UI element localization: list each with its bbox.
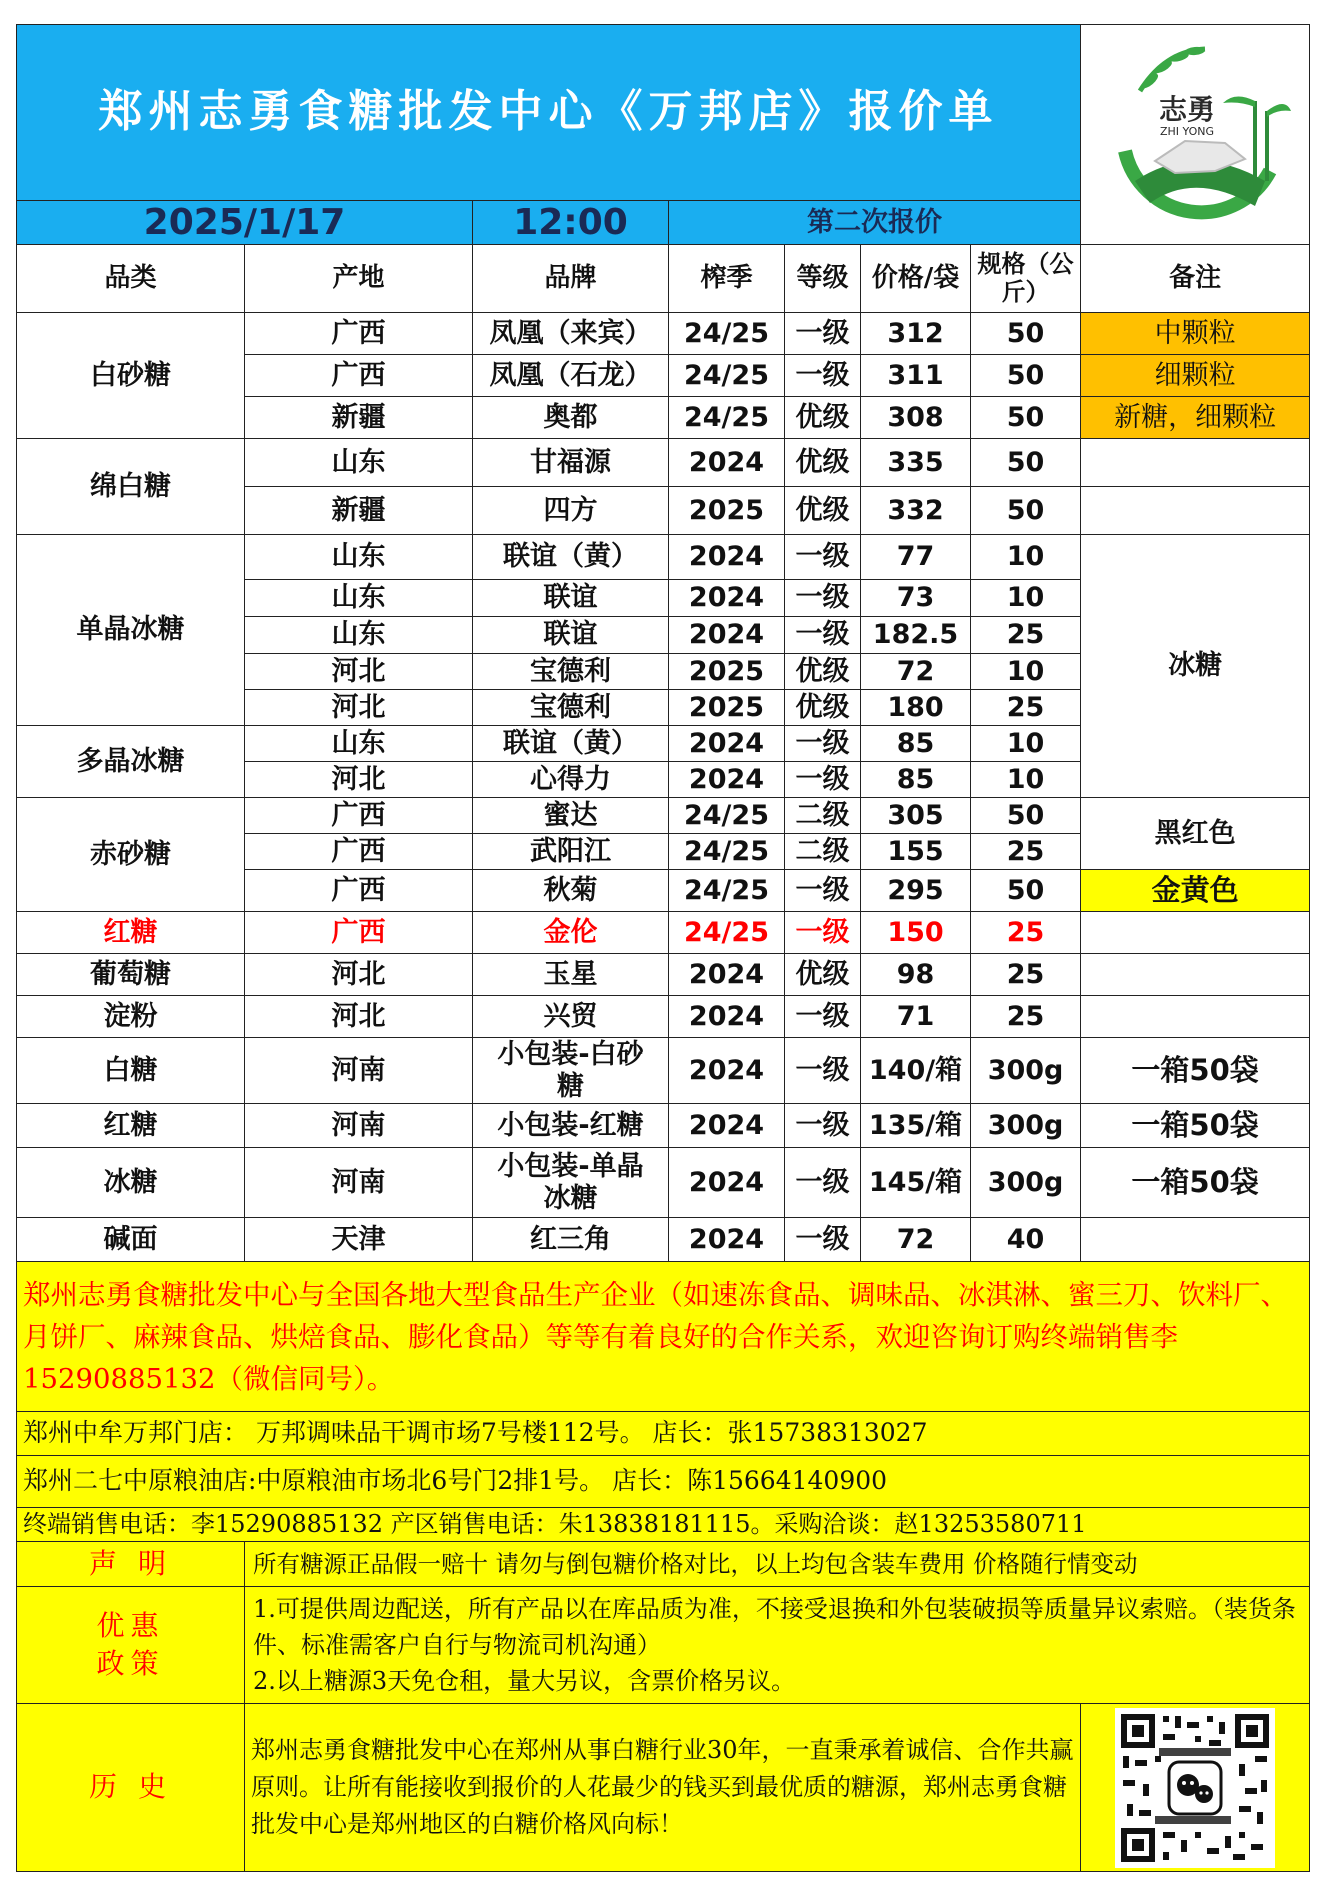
table-row — [17, 1218, 1310, 1262]
brand-cell: 小包装-白砂糖 — [473, 1038, 669, 1104]
promo-text: 郑州志勇食糖批发中心与全国各地大型食品生产企业（如速冻食品、调味品、冰淇淋、蜜三刀、饮料厂、月饼厂、麻辣食品、烘焙食品、膨化食品）等等有着良好的合作关系，欢迎咨询订购终端销售李 15290885132（微信同号）。 — [17, 1262, 1310, 1412]
shop-wanbang: 郑州中牟万邦门店： 万邦调味品干调市场7号楼112号。 店长：张15738313027 — [17, 1412, 1310, 1456]
brand-cell: 兴贸 — [473, 996, 669, 1038]
col-header-category: 品类 — [17, 245, 245, 313]
note-cell: 中颗粒 — [1081, 313, 1310, 355]
brand-cell: 心得力 — [473, 762, 669, 798]
season-cell: 24/25 — [669, 397, 785, 439]
price-table — [16, 24, 1310, 1872]
history-text: 郑州志勇食糖批发中心在郑州从事白糖行业30年，一直秉承着诚信、合作共赢原则。让所有能接收到报价的人花最少的钱买到最优质的糖源，郑州志勇食糖批发中心是郑州地区的白糖价格风向标！ — [245, 1704, 1081, 1872]
price-cell: 311 — [861, 355, 971, 397]
price-cell: 150 — [861, 912, 971, 954]
origin-cell: 广西 — [245, 313, 473, 355]
spec-cell: 25 — [971, 912, 1081, 954]
grade-cell: 二级 — [785, 798, 861, 834]
brand-cell: 凤凰（石龙） — [473, 355, 669, 397]
note-cell: 一箱50袋 — [1081, 1104, 1310, 1148]
season-cell: 2024 — [669, 954, 785, 996]
col-header-brand: 品牌 — [473, 245, 669, 313]
price-cell: 72 — [861, 1218, 971, 1262]
price-cell: 98 — [861, 954, 971, 996]
season-cell: 2024 — [669, 1038, 785, 1104]
grade-cell: 一级 — [785, 1218, 861, 1262]
brand-cell: 联谊（黄） — [473, 726, 669, 762]
policy-label-line1: 优惠 — [96, 1609, 165, 1642]
season-cell: 2024 — [669, 1104, 785, 1148]
sales-phones: 终端销售电话：李15290885132 产区销售电话：朱13838181115。采购洽谈：赵13253580711 — [17, 1508, 1310, 1542]
grade-cell: 一级 — [785, 1104, 861, 1148]
spec-cell: 50 — [971, 798, 1081, 834]
brand-cell: 甘福源 — [473, 439, 669, 487]
origin-cell: 广西 — [245, 870, 473, 912]
svg-text:志勇: 志勇 — [1159, 92, 1216, 126]
category-cell: 冰糖 — [17, 1148, 245, 1218]
brand-cell: 四方 — [473, 487, 669, 535]
note-cell — [1081, 954, 1310, 996]
spec-cell: 300g — [971, 1148, 1081, 1218]
col-header-price: 价格/袋 — [861, 245, 971, 313]
season-cell: 24/25 — [669, 313, 785, 355]
season-cell: 2024 — [669, 580, 785, 617]
brand-cell: 蜜达 — [473, 798, 669, 834]
price-cell: 312 — [861, 313, 971, 355]
price-cell: 335 — [861, 439, 971, 487]
note-cell — [1081, 912, 1310, 954]
origin-cell: 天津 — [245, 1218, 473, 1262]
category-cell: 碱面 — [17, 1218, 245, 1262]
table-row — [17, 798, 1310, 834]
origin-cell: 河北 — [245, 762, 473, 798]
note-cell: 冰糖 — [1081, 535, 1310, 798]
season-cell: 2024 — [669, 996, 785, 1038]
col-header-spec: 规格（公斤） — [971, 245, 1081, 313]
season-cell: 2024 — [669, 1218, 785, 1262]
grade-cell: 优级 — [785, 690, 861, 726]
table-row — [17, 1104, 1310, 1148]
grade-cell: 二级 — [785, 834, 861, 870]
grade-cell: 一级 — [785, 355, 861, 397]
grade-cell: 一级 — [785, 762, 861, 798]
spec-cell: 300g — [971, 1038, 1081, 1104]
brand-cell: 联谊 — [473, 580, 669, 617]
grade-cell: 优级 — [785, 439, 861, 487]
origin-cell: 广西 — [245, 912, 473, 954]
col-header-grade: 等级 — [785, 245, 861, 313]
brand-cell: 奥都 — [473, 397, 669, 439]
price-cell: 72 — [861, 654, 971, 690]
note-cell: 一箱50袋 — [1081, 1038, 1310, 1104]
page-title: 郑州志勇食糖批发中心《万邦店》报价单 — [17, 25, 1081, 201]
price-cell: 332 — [861, 487, 971, 535]
spec-cell: 50 — [971, 439, 1081, 487]
price-cell: 305 — [861, 798, 971, 834]
origin-cell: 广西 — [245, 834, 473, 870]
spec-cell: 10 — [971, 762, 1081, 798]
origin-cell: 新疆 — [245, 397, 473, 439]
grade-cell: 一级 — [785, 617, 861, 654]
note-cell: 细颗粒 — [1081, 355, 1310, 397]
season-cell: 24/25 — [669, 798, 785, 834]
brand-cell: 联谊（黄） — [473, 535, 669, 580]
grade-cell: 一级 — [785, 726, 861, 762]
policy-label — [17, 1587, 245, 1704]
table-row — [17, 1148, 1310, 1218]
grade-cell: 一级 — [785, 580, 861, 617]
season-cell: 24/25 — [669, 834, 785, 870]
season-cell: 24/25 — [669, 355, 785, 397]
spec-cell: 25 — [971, 834, 1081, 870]
category-cell: 绵白糖 — [17, 439, 245, 535]
category-cell: 红糖 — [17, 912, 245, 954]
svg-text:ZHI YONG: ZHI YONG — [1160, 124, 1215, 138]
price-cell: 135/箱 — [861, 1104, 971, 1148]
brand-cell: 凤凰（来宾） — [473, 313, 669, 355]
spec-cell: 25 — [971, 617, 1081, 654]
brand-cell: 联谊 — [473, 617, 669, 654]
grade-cell: 一级 — [785, 535, 861, 580]
season-cell: 2025 — [669, 654, 785, 690]
price-cell: 73 — [861, 580, 971, 617]
grade-cell: 一级 — [785, 1038, 861, 1104]
spec-cell: 40 — [971, 1218, 1081, 1262]
col-header-note: 备注 — [1081, 245, 1310, 313]
origin-cell: 山东 — [245, 580, 473, 617]
grade-cell: 一级 — [785, 996, 861, 1038]
origin-cell: 山东 — [245, 535, 473, 580]
brand-cell: 小包装-单晶冰糖 — [473, 1148, 669, 1218]
price-cell: 145/箱 — [861, 1148, 971, 1218]
season-cell: 2025 — [669, 690, 785, 726]
brand-cell: 玉星 — [473, 954, 669, 996]
brand-cell: 武阳江 — [473, 834, 669, 870]
quote-round: 第二次报价 — [669, 201, 1081, 245]
grade-cell: 优级 — [785, 397, 861, 439]
origin-cell: 河南 — [245, 1148, 473, 1218]
statement-label: 声 明 — [17, 1542, 245, 1587]
season-cell: 24/25 — [669, 912, 785, 954]
note-cell: 黑红色 — [1081, 798, 1310, 870]
policy-label-line2: 政策 — [96, 1647, 165, 1680]
note-cell — [1081, 439, 1310, 487]
policy-item-1: 1.可提供周边配送，所有产品以在库品质为准，不接受退换和外包装破损等质量异议索赔。（装货条件、标准需客户自行与物流司机沟通） — [253, 1595, 1296, 1659]
brand-cell: 宝德利 — [473, 690, 669, 726]
season-cell: 2024 — [669, 617, 785, 654]
category-cell: 白糖 — [17, 1038, 245, 1104]
table-row — [17, 1038, 1310, 1104]
season-cell: 2024 — [669, 439, 785, 487]
origin-cell: 河南 — [245, 1104, 473, 1148]
sugarcane-logo-icon — [1095, 31, 1295, 231]
origin-cell: 山东 — [245, 439, 473, 487]
origin-cell: 新疆 — [245, 487, 473, 535]
origin-cell: 广西 — [245, 798, 473, 834]
wechat-qr-code[interactable] — [1081, 1704, 1310, 1872]
spec-cell: 50 — [971, 870, 1081, 912]
grade-cell: 优级 — [785, 487, 861, 535]
spec-cell: 10 — [971, 535, 1081, 580]
qr-code-icon — [1115, 1708, 1275, 1868]
col-header-season: 榨季 — [669, 245, 785, 313]
note-cell — [1081, 1218, 1310, 1262]
policy-item-2: 2.以上糖源3天免仓租，量大另议，含票价格另议。 — [253, 1667, 796, 1695]
table-row — [17, 313, 1310, 355]
origin-cell: 河南 — [245, 1038, 473, 1104]
price-cell: 71 — [861, 996, 971, 1038]
spec-cell: 300g — [971, 1104, 1081, 1148]
price-sheet — [16, 24, 1309, 1872]
table-row — [17, 535, 1310, 580]
policy-text — [245, 1587, 1310, 1704]
spec-cell: 50 — [971, 487, 1081, 535]
category-cell: 多晶冰糖 — [17, 726, 245, 798]
grade-cell: 一级 — [785, 912, 861, 954]
category-cell: 单晶冰糖 — [17, 535, 245, 726]
origin-cell: 河北 — [245, 690, 473, 726]
category-cell: 赤砂糖 — [17, 798, 245, 912]
origin-cell: 广西 — [245, 355, 473, 397]
price-cell: 295 — [861, 870, 971, 912]
note-cell — [1081, 996, 1310, 1038]
note-cell: 一箱50袋 — [1081, 1148, 1310, 1218]
season-cell: 2024 — [669, 535, 785, 580]
price-cell: 308 — [861, 397, 971, 439]
grade-cell: 优级 — [785, 654, 861, 690]
note-cell — [1081, 487, 1310, 535]
spec-cell: 50 — [971, 397, 1081, 439]
grade-cell: 一级 — [785, 1148, 861, 1218]
price-cell: 180 — [861, 690, 971, 726]
price-cell: 155 — [861, 834, 971, 870]
table-row — [17, 996, 1310, 1038]
spec-cell: 10 — [971, 726, 1081, 762]
price-cell: 77 — [861, 535, 971, 580]
spec-cell: 10 — [971, 580, 1081, 617]
price-cell: 182.5 — [861, 617, 971, 654]
price-cell: 140/箱 — [861, 1038, 971, 1104]
history-label: 历 史 — [17, 1704, 245, 1872]
category-cell: 淀粉 — [17, 996, 245, 1038]
grade-cell: 优级 — [785, 954, 861, 996]
origin-cell: 山东 — [245, 617, 473, 654]
shop-erqi: 郑州二七中原粮油店:中原粮油市场北6号门2排1号。 店长：陈15664140900 — [17, 1456, 1310, 1508]
brand-cell: 秋菊 — [473, 870, 669, 912]
season-cell: 24/25 — [669, 870, 785, 912]
spec-cell: 10 — [971, 654, 1081, 690]
brand-cell: 金伦 — [473, 912, 669, 954]
spec-cell: 50 — [971, 313, 1081, 355]
brand-cell: 小包装-红糖 — [473, 1104, 669, 1148]
season-cell: 2025 — [669, 487, 785, 535]
quote-date: 2025/1/17 — [17, 201, 473, 245]
table-row — [17, 912, 1310, 954]
spec-cell: 25 — [971, 996, 1081, 1038]
table-row — [17, 439, 1310, 487]
col-header-origin: 产地 — [245, 245, 473, 313]
statement-text: 所有糖源正品假一赔十 请勿与倒包糖价格对比，以上均包含装车费用 价格随行情变动 — [245, 1542, 1310, 1587]
note-cell: 金黄色 — [1081, 870, 1310, 912]
season-cell: 2024 — [669, 726, 785, 762]
origin-cell: 河北 — [245, 654, 473, 690]
category-cell: 葡萄糖 — [17, 954, 245, 996]
season-cell: 2024 — [669, 762, 785, 798]
spec-cell: 25 — [971, 954, 1081, 996]
spec-cell: 25 — [971, 690, 1081, 726]
spec-cell: 50 — [971, 355, 1081, 397]
category-cell: 白砂糖 — [17, 313, 245, 439]
grade-cell: 一级 — [785, 313, 861, 355]
price-cell: 85 — [861, 762, 971, 798]
brand-cell: 红三角 — [473, 1218, 669, 1262]
price-cell: 85 — [861, 726, 971, 762]
brand-cell: 宝德利 — [473, 654, 669, 690]
note-cell: 新糖，细颗粒 — [1081, 397, 1310, 439]
origin-cell: 山东 — [245, 726, 473, 762]
category-cell: 红糖 — [17, 1104, 245, 1148]
quote-time: 12:00 — [473, 201, 669, 245]
origin-cell: 河北 — [245, 996, 473, 1038]
season-cell: 2024 — [669, 1148, 785, 1218]
origin-cell: 河北 — [245, 954, 473, 996]
grade-cell: 一级 — [785, 870, 861, 912]
table-row — [17, 954, 1310, 996]
company-logo — [1081, 25, 1310, 245]
